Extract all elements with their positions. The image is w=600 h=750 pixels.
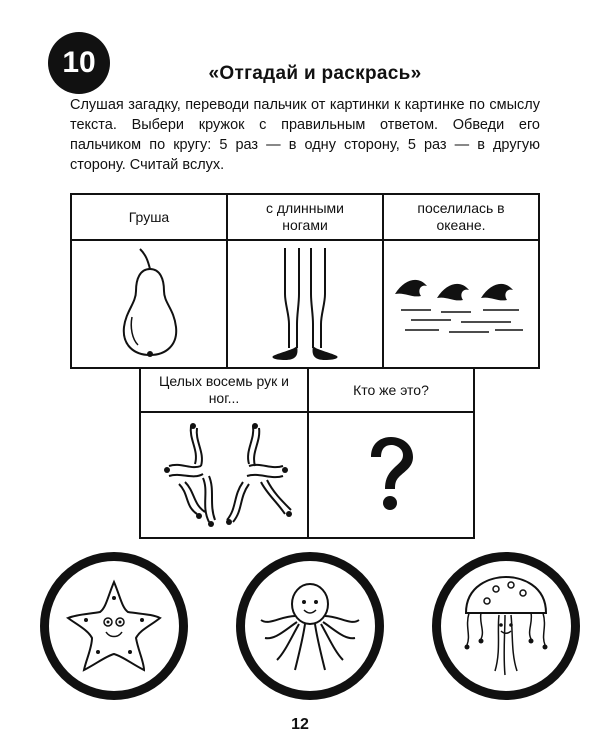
tentacles-icon [149,420,299,530]
starfish-icon [64,576,164,676]
jellyfish-icon [451,571,561,681]
answer-circle-starfish[interactable] [40,552,188,700]
riddle-caption-ocean: поселилась в океане. [382,193,540,241]
riddle-picture-cell [382,239,540,369]
exercise-number: 10 [62,46,96,79]
question-mark-icon [361,435,421,515]
riddle-caption-limbs: Целых восемь рук и ног... [139,367,309,413]
answer-circle-octopus[interactable] [236,552,384,700]
riddle-picture-cell [226,239,384,369]
riddle-picture-cell [139,411,309,539]
pear-icon [104,247,194,362]
exercise-title: «Отгадай и раскрась» [208,63,422,84]
riddle-caption-legs: с длинными ногами [226,193,384,241]
riddle-caption-pear: Груша [70,193,228,241]
waves-icon [391,264,531,344]
page-number: 12 [291,716,309,733]
answer-circle-jellyfish[interactable] [432,552,580,700]
riddle-caption-question: Кто же это? [307,367,475,413]
legs-icon [255,244,355,364]
riddle-picture-cell [307,411,475,539]
octopus-icon [255,576,365,676]
riddle-picture-cell [70,239,228,369]
instruction-text: Слушая загадку, переводи пальчик от картинки к картинке по смыслу текста. Выбери кружок с правильным ответом. Обведи его пальчиком по кругу: 5 раз — в одну сторону, 5 раз — в другую сторону. Считай вслух. [70,97,540,173]
